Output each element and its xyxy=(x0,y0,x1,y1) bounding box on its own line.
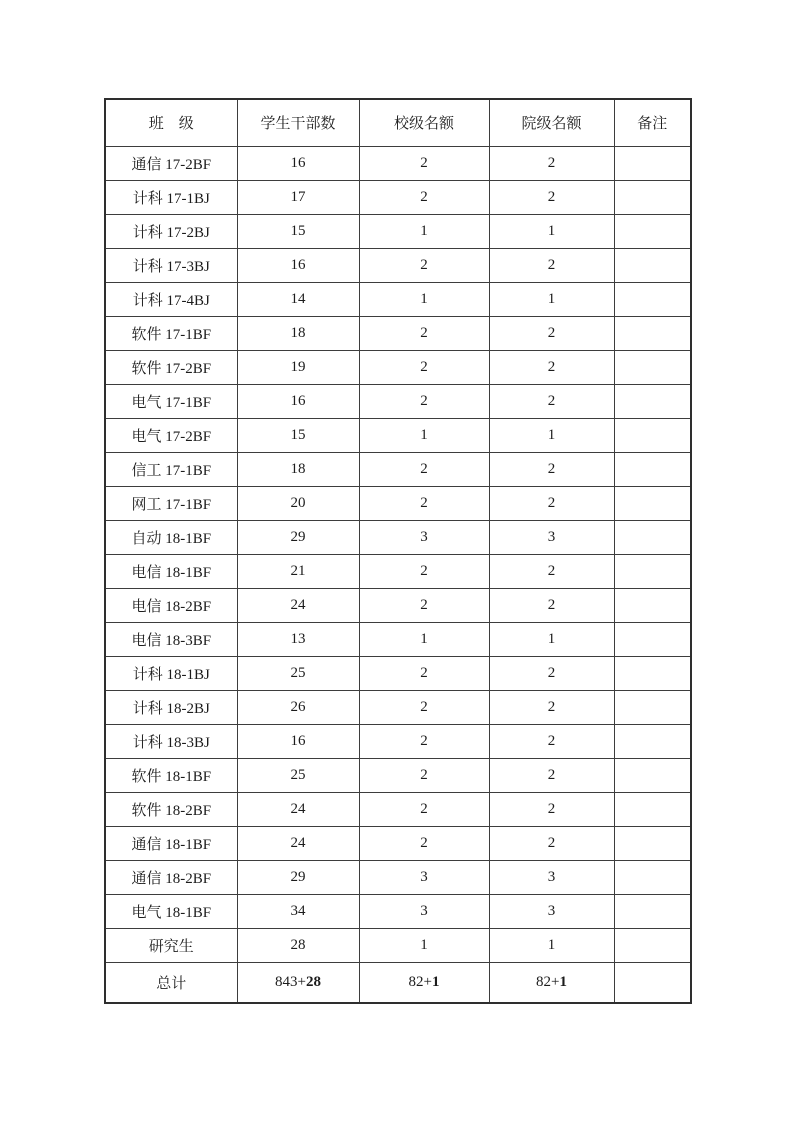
school-quota-cell: 2 xyxy=(359,384,489,418)
remark-cell xyxy=(614,486,691,520)
remark-cell xyxy=(614,894,691,928)
header-class-cell: 班 级 xyxy=(105,99,237,146)
school-quota-cell: 2 xyxy=(359,486,489,520)
class-name-cell: 电信 18-3BF xyxy=(105,622,237,656)
remark-cell xyxy=(614,282,691,316)
school-quota-cell: 3 xyxy=(359,894,489,928)
school-quota-cell: 1 xyxy=(359,282,489,316)
table-row xyxy=(105,452,691,486)
school-quota-cell: 3 xyxy=(359,520,489,554)
class-name-cell: 计科 17-3BJ xyxy=(105,248,237,282)
class-name-cell: 电信 18-2BF xyxy=(105,588,237,622)
class-name-cell: 网工 17-1BF xyxy=(105,486,237,520)
total-label-cell: 总计 xyxy=(105,962,237,1003)
remark-cell xyxy=(614,316,691,350)
table-row xyxy=(105,248,691,282)
cadre-count-cell: 16 xyxy=(237,724,359,758)
cadre-count-cell: 34 xyxy=(237,894,359,928)
table-row xyxy=(105,622,691,656)
college-quota-cell: 2 xyxy=(489,316,614,350)
school-quota-cell: 1 xyxy=(359,928,489,962)
cadre-count-cell: 20 xyxy=(237,486,359,520)
total-value-bold: 28 xyxy=(305,973,321,990)
school-quota-cell: 2 xyxy=(359,452,489,486)
table-row xyxy=(105,350,691,384)
cadre-count-cell: 29 xyxy=(237,860,359,894)
school-quota-cell: 2 xyxy=(359,316,489,350)
college-quota-cell: 2 xyxy=(489,724,614,758)
college-quota-cell: 3 xyxy=(489,894,614,928)
remark-cell xyxy=(614,860,691,894)
school-quota-cell: 2 xyxy=(359,656,489,690)
table-row xyxy=(105,588,691,622)
school-quota-cell: 3 xyxy=(359,860,489,894)
table-row xyxy=(105,554,691,588)
class-name-cell: 软件 17-1BF xyxy=(105,316,237,350)
school-quota-cell: 1 xyxy=(359,622,489,656)
college-quota-cell: 3 xyxy=(489,520,614,554)
remark-cell xyxy=(614,180,691,214)
table-row xyxy=(105,656,691,690)
total-value-regular: 82+ xyxy=(536,973,560,990)
school-quota-cell: 2 xyxy=(359,146,489,180)
class-name-cell: 电气 17-2BF xyxy=(105,418,237,452)
school-quota-cell: 2 xyxy=(359,690,489,724)
table-row xyxy=(105,690,691,724)
remark-cell xyxy=(614,622,691,656)
cadre-count-cell: 26 xyxy=(237,690,359,724)
cadre-count-cell: 15 xyxy=(237,214,359,248)
class-name-cell: 电气 17-1BF xyxy=(105,384,237,418)
table-row xyxy=(105,418,691,452)
school-quota-cell: 2 xyxy=(359,554,489,588)
table-row xyxy=(105,146,691,180)
college-quota-cell: 2 xyxy=(489,656,614,690)
total-value-bold: 1 xyxy=(559,973,567,990)
class-name-cell: 电信 18-1BF xyxy=(105,554,237,588)
cadre-count-cell: 21 xyxy=(237,554,359,588)
table-row xyxy=(105,792,691,826)
college-quota-cell: 2 xyxy=(489,588,614,622)
remark-cell xyxy=(614,520,691,554)
table-row xyxy=(105,758,691,792)
class-name-cell: 研究生 xyxy=(105,928,237,962)
class-name-cell: 通信 18-2BF xyxy=(105,860,237,894)
header-college-quota-cell: 院级名额 xyxy=(489,99,614,146)
college-quota-cell: 1 xyxy=(489,282,614,316)
cadre-count-cell: 16 xyxy=(237,248,359,282)
table-row xyxy=(105,826,691,860)
table-row xyxy=(105,316,691,350)
cadre-count-cell: 16 xyxy=(237,146,359,180)
remark-cell xyxy=(614,792,691,826)
class-name-cell: 自动 18-1BF xyxy=(105,520,237,554)
class-name-cell: 通信 18-1BF xyxy=(105,826,237,860)
school-quota-cell: 2 xyxy=(359,758,489,792)
total-value-regular: 82+ xyxy=(408,973,432,990)
school-quota-cell: 2 xyxy=(359,350,489,384)
table-row xyxy=(105,894,691,928)
cadre-count-cell: 19 xyxy=(237,350,359,384)
school-quota-cell: 2 xyxy=(359,724,489,758)
total-row xyxy=(105,962,691,1003)
class-name-cell: 电气 18-1BF xyxy=(105,894,237,928)
class-name-cell: 软件 18-2BF xyxy=(105,792,237,826)
remark-cell xyxy=(614,826,691,860)
class-name-cell: 计科 18-1BJ xyxy=(105,656,237,690)
remark-cell xyxy=(614,724,691,758)
table-row xyxy=(105,282,691,316)
college-quota-cell: 1 xyxy=(489,418,614,452)
table-row xyxy=(105,214,691,248)
college-quota-cell: 2 xyxy=(489,758,614,792)
class-name-cell: 计科 18-3BJ xyxy=(105,724,237,758)
class-name-cell: 计科 17-4BJ xyxy=(105,282,237,316)
college-quota-cell: 2 xyxy=(489,792,614,826)
remark-cell xyxy=(614,656,691,690)
college-quota-cell: 3 xyxy=(489,860,614,894)
header-remark-cell: 备注 xyxy=(614,99,691,146)
cadre-count-cell: 18 xyxy=(237,316,359,350)
table-row xyxy=(105,520,691,554)
college-quota-cell: 1 xyxy=(489,928,614,962)
college-quota-cell: 2 xyxy=(489,554,614,588)
cadre-count-cell: 24 xyxy=(237,792,359,826)
college-quota-cell: 2 xyxy=(489,690,614,724)
total-remark-cell xyxy=(614,962,691,1003)
remark-cell xyxy=(614,928,691,962)
class-name-cell: 计科 17-1BJ xyxy=(105,180,237,214)
table-row xyxy=(105,928,691,962)
school-quota-cell: 2 xyxy=(359,792,489,826)
college-quota-cell: 2 xyxy=(489,248,614,282)
college-quota-cell: 2 xyxy=(489,486,614,520)
cadre-count-cell: 29 xyxy=(237,520,359,554)
table-row xyxy=(105,860,691,894)
school-quota-cell: 1 xyxy=(359,418,489,452)
remark-cell xyxy=(614,384,691,418)
header-school-quota-cell: 校级名额 xyxy=(359,99,489,146)
cadre-count-cell: 15 xyxy=(237,418,359,452)
cadre-count-cell: 24 xyxy=(237,588,359,622)
class-name-cell: 软件 17-2BF xyxy=(105,350,237,384)
cadre-count-cell: 17 xyxy=(237,180,359,214)
remark-cell xyxy=(614,146,691,180)
cadre-count-cell: 25 xyxy=(237,656,359,690)
college-quota-cell: 2 xyxy=(489,452,614,486)
cadre-count-cell: 24 xyxy=(237,826,359,860)
cadre-count-cell: 28 xyxy=(237,928,359,962)
header-row xyxy=(105,99,691,146)
cadre-count-cell: 16 xyxy=(237,384,359,418)
class-name-cell: 计科 17-2BJ xyxy=(105,214,237,248)
school-quota-cell: 2 xyxy=(359,180,489,214)
remark-cell xyxy=(614,418,691,452)
total-school-quota-cell xyxy=(359,962,489,1003)
school-quota-cell: 2 xyxy=(359,248,489,282)
cadre-count-cell: 25 xyxy=(237,758,359,792)
total-cadre-count-cell xyxy=(237,962,359,1003)
college-quota-cell: 2 xyxy=(489,350,614,384)
header-cadre-count-cell: 学生干部数 xyxy=(237,99,359,146)
class-name-cell: 信工 17-1BF xyxy=(105,452,237,486)
remark-cell xyxy=(614,690,691,724)
quota-table xyxy=(104,98,692,1004)
total-value-bold: 1 xyxy=(431,973,440,990)
remark-cell xyxy=(614,758,691,792)
remark-cell xyxy=(614,214,691,248)
cadre-count-cell: 14 xyxy=(237,282,359,316)
school-quota-cell: 1 xyxy=(359,214,489,248)
college-quota-cell: 2 xyxy=(489,146,614,180)
school-quota-cell: 2 xyxy=(359,588,489,622)
school-quota-cell: 2 xyxy=(359,826,489,860)
remark-cell xyxy=(614,554,691,588)
remark-cell xyxy=(614,248,691,282)
cadre-count-cell: 18 xyxy=(237,452,359,486)
remark-cell xyxy=(614,350,691,384)
class-name-cell: 软件 18-1BF xyxy=(105,758,237,792)
class-name-cell: 通信 17-2BF xyxy=(105,146,237,180)
cadre-count-cell: 13 xyxy=(237,622,359,656)
total-college-quota-cell xyxy=(489,962,614,1003)
college-quota-cell: 2 xyxy=(489,384,614,418)
total-value-regular: 843+ xyxy=(275,973,306,990)
table-row xyxy=(105,486,691,520)
remark-cell xyxy=(614,588,691,622)
table-row xyxy=(105,724,691,758)
college-quota-cell: 2 xyxy=(489,826,614,860)
class-name-cell: 计科 18-2BJ xyxy=(105,690,237,724)
college-quota-cell: 1 xyxy=(489,214,614,248)
college-quota-cell: 1 xyxy=(489,622,614,656)
remark-cell xyxy=(614,452,691,486)
table-row xyxy=(105,180,691,214)
college-quota-cell: 2 xyxy=(489,180,614,214)
table-row xyxy=(105,384,691,418)
